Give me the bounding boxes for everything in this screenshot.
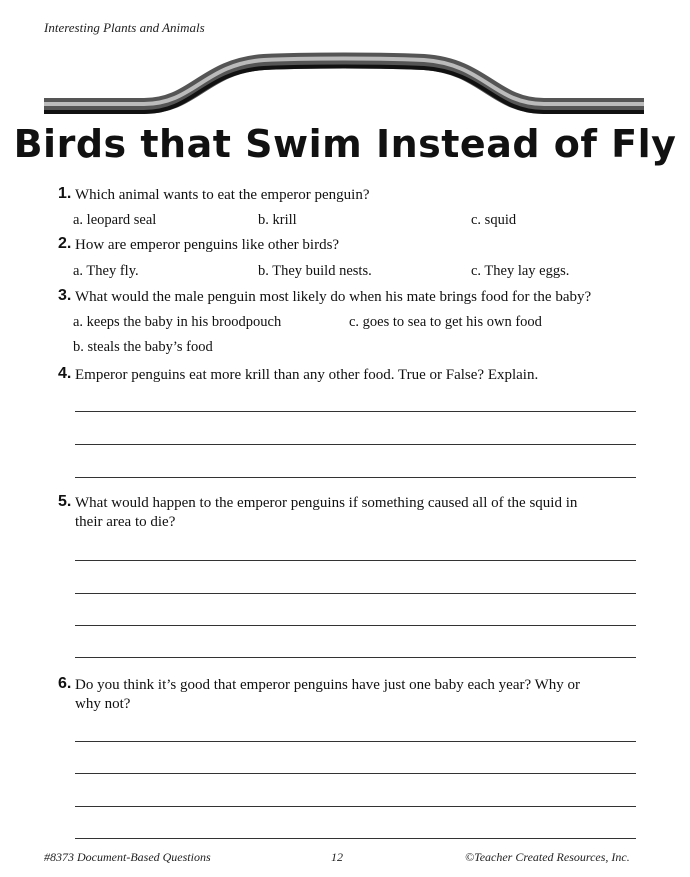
answer-line[interactable] [75, 477, 636, 478]
question-3-option-a: a. keeps the baby in his broodpouch [73, 314, 282, 330]
footer-book-title: #8373 Document-Based Questions [44, 850, 211, 864]
answer-line[interactable] [75, 806, 636, 807]
question-3-number: 3. [58, 287, 72, 304]
question-5-text-line2: their area to die? [75, 514, 176, 530]
question-6-text-line1: Do you think it’s good that emperor penguins have just one baby each year? Why or [75, 677, 581, 693]
question-5-text-line1: What would happen to the emperor penguins if something caused all of the squid in [75, 495, 578, 511]
question-5-number: 5. [58, 493, 72, 510]
question-4-number: 4. [58, 365, 72, 382]
question-1-number: 1. [58, 185, 72, 202]
question-2-option-b: b. They build nests. [258, 263, 372, 279]
question-3-text: What would the male penguin most likely do when his mate brings food for the baby? [75, 289, 592, 305]
answer-line[interactable] [75, 657, 636, 658]
question-1-text: Which animal wants to eat the emperor penguin? [75, 187, 370, 203]
question-1-option-a: a. leopard seal [73, 212, 157, 228]
banner-swoosh [44, 44, 644, 134]
question-2-number: 2. [58, 235, 72, 252]
answer-line[interactable] [75, 773, 636, 774]
answer-line[interactable] [75, 625, 636, 626]
answer-line[interactable] [75, 741, 636, 742]
footer-page-number: 12 [331, 850, 343, 864]
question-1-option-c: c. squid [471, 212, 517, 228]
question-2-option-a: a. They fly. [73, 263, 139, 279]
question-1-option-b: b. krill [258, 212, 297, 228]
question-6-number: 6. [58, 675, 72, 692]
answer-line[interactable] [75, 560, 636, 561]
footer-copyright: ©Teacher Created Resources, Inc. [465, 850, 630, 864]
subject-header: Interesting Plants and Animals [44, 20, 205, 35]
question-4-text: Emperor penguins eat more krill than any other food. True or False? Explain. [75, 367, 539, 383]
answer-line[interactable] [75, 411, 636, 412]
question-3-option-b: b. steals the baby’s food [73, 339, 213, 355]
question-2-option-c: c. They lay eggs. [471, 263, 570, 279]
answer-line[interactable] [75, 444, 636, 445]
answer-line[interactable] [75, 593, 636, 594]
page-title: Birds that Swim Instead of Fly [13, 122, 677, 166]
answer-line[interactable] [75, 838, 636, 839]
question-2-text: How are emperor penguins like other birds? [75, 237, 340, 253]
question-3-option-c: c. goes to sea to get his own food [349, 314, 542, 330]
question-6-text-line2: why not? [75, 696, 131, 712]
